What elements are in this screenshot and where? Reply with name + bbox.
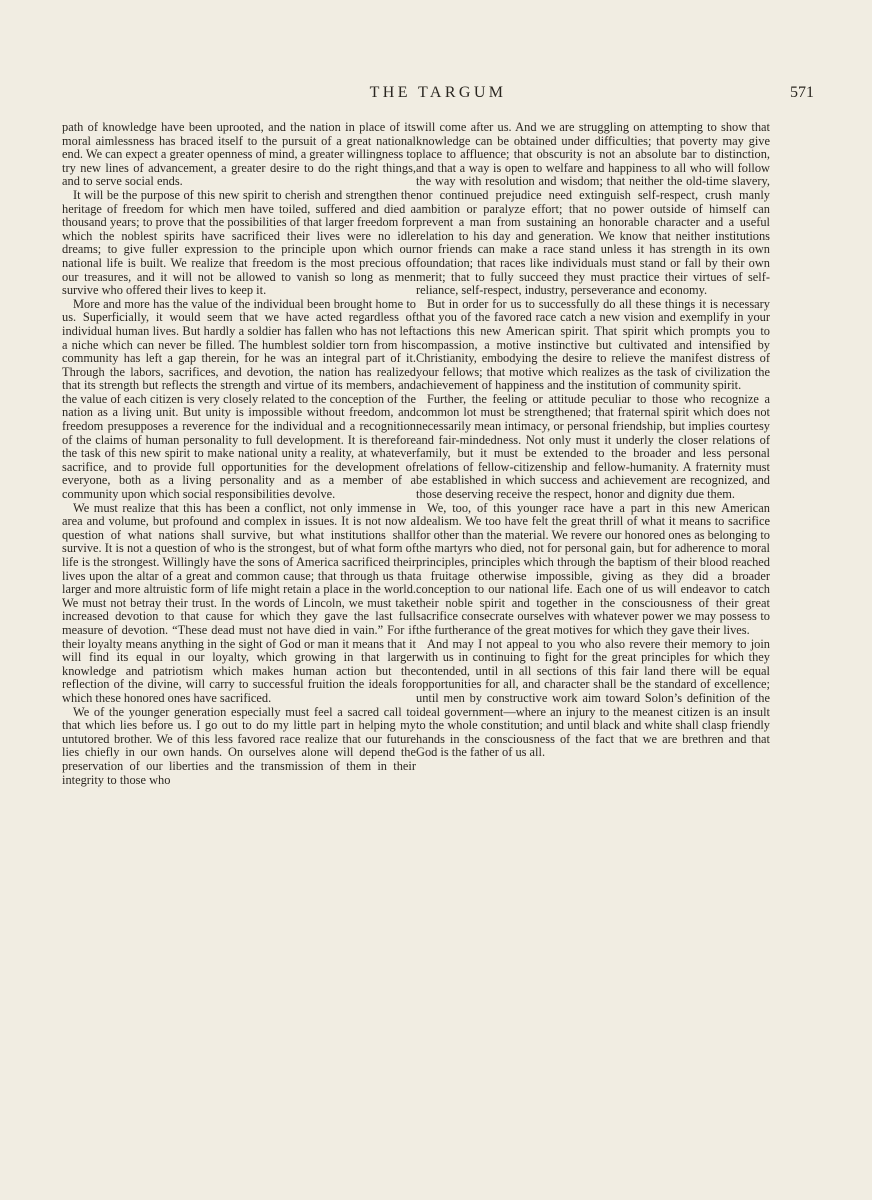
paragraph: And may I not appeal to you who also revere their memory to join with us in continuing to fight for the great principles for which they contended, until in all sections of this fair land there will be equal opportunities for all, and character shall be the standard of excellence; until men by constructive work aim toward Solon’s definition of the ideal government—where an injury to the meanest citizen is an insult to the whole constitution; and until black and white shall clasp friendly hands in the consciousness of the fact that we are brethren and that God is the father of us all. xyxy=(416,636,770,760)
paragraph: More and more has the value of the individual been brought home to us. Superficially, it would seem that we have acted regardless of individual human lives. But hardly a soldier has fallen who has not left a niche which can never be filled. The humblest soldier torn from his community has left a gap therein, for he was an integral part of it. Through the labors, sacrifices, and devotion, the nation has realized that its strength but reflects the strength and virtue of its members, and the value of each citizen is very closely related to the conception of the nation as a living unit. But unity is impossible without freedom, and freedom presupposes a reverence for the individual and a recognition of the claims of human personality to full development. It is therefore the task of this new spirit to make national unity a reality, at whatever sacrifice, and to provide full opportunities for the development of everyone, both as a living personality and as a member of a community upon which social responsibilities devolve. xyxy=(62,296,416,502)
text-column-left xyxy=(62,121,416,787)
paragraph: Further, the feeling or attitude peculiar to those who recognize a common lot must be strengthened; that fraternal spirit which does not necessarily mean intimacy, or personal friendship, but implies courtesy and fair-mindedness. Not only must it underly the closer relations of family, but it must be extended to the broader and less personal relations of fellow-citizenship and fellow-humanity. A fraternity must be established in which success and achievement are recognized, and those deserving receive the respect, honor and dignity due them. xyxy=(416,391,770,502)
paragraph: It will be the purpose of this new spirit to cherish and strengthen the heritage of freedom for which men have toiled, suffered and died a thousand years; to prove that the possibilities of that larger freedom for which the noblest spirits have sacrificed their lives were no idle dreams; to give fuller expression to the principle upon which our national life is built. We realize that freedom is the most precious of our treasures, and it will not be allowed to vanish so long as men survive who offered their lives to keep it. xyxy=(62,187,416,298)
paragraph: But in order for us to successfully do all these things it is necessary that you of the favored race catch a new vision and exemplify in your actions this new American spirit. That spirit which prompts you to compassion, a motive instinctive but cultivated and intensified by Christianity, embodying the desire to relieve the manifest distress of your fellows; that motive which realizes as the task of civilization the achievement of happiness and the institution of community spirit. xyxy=(416,296,770,393)
paragraph: path of knowledge have been uprooted, and the nation in place of its moral aimlessness has braced itself to the pursuit of a great national end. We can expect a greater openness of mind, a greater willingness to try new lines of advancement, a greater desire to do the right things, and to serve social ends. xyxy=(62,120,416,189)
paragraph: We of the younger generation especially must feel a sacred call to that which lies before us. I go out to do my little part in helping my untutored brother. We of this less favored race realize that our future lies chiefly in our own hands. On ourselves alone will depend the preservation of our liberties and the transmission of them in their integrity to those who xyxy=(62,704,416,787)
page-header xyxy=(62,84,814,106)
page-number: 571 xyxy=(790,84,814,101)
paragraph: We must realize that this has been a conflict, not only immense in area and volume, but profound and complex in issues. It is not now a question of what nations shall survive, but what institutions shall survive. It is not a question of who is the strongest, but of what form of life is the strongest. Willingly have the sons of America sacrificed their lives upon the altar of a great and common cause; that through us that larger and more altruistic form of life might retain a place in the world. We must not betray their trust. In the words of Lincoln, we must take increased devotion to that cause for which they gave the last full measure of devotion. “These dead must not have died in vain.” For if their loyalty means anything in the sight of God or man it means that it will find its equal in our loyalty, which growing in that larger knowledge and patriotism which makes human action but the reflection of the divine, will carry to successful fruition the ideals for which these honored ones have sacrificed. xyxy=(62,500,416,705)
running-title: THE TARGUM xyxy=(369,84,507,101)
paragraph: We, too, of this younger race have a part in this new American Idealism. We too have felt the great thrill of what it means to sacrifice for other than the material. We revere our honored ones as belonging to the martyrs who died, not for personal gain, but for adherence to moral principles, principles which through the baptism of their blood reached a fruitage otherwise impossible, giving as they did a broader conception to our national life. Each one of us will endeavor to catch their noble spirit and together in the consciousness of their great sacrifice consecrate ourselves with whatever power we may possess to the furtherance of the great motives for which they gave their lives. xyxy=(416,500,770,637)
text-column-right xyxy=(416,121,770,760)
paragraph: will come after us. And we are struggling on attempting to show that knowledge can be obtained under difficulties; that poverty may give place to affluence; that obscurity is not an absolute bar to distinction, and that a way is open to welfare and happiness to all who will follow the way with resolution and wisdom; that neither the old-time slavery, nor continued prejudice need extinguish self-respect, crush manly ambition or paralyze effort; that no power outside of himself can prevent a man from sustaining an honorable character and a useful relation to his day and generation. We know that neither institutions nor friends can make a race stand unless it has strength in its own foundation; that races like individuals must stand or fall by their own merit; that to fully succeed they must practice their virtues of self-reliance, self-respect, industry, perseverance and economy. xyxy=(416,120,770,298)
